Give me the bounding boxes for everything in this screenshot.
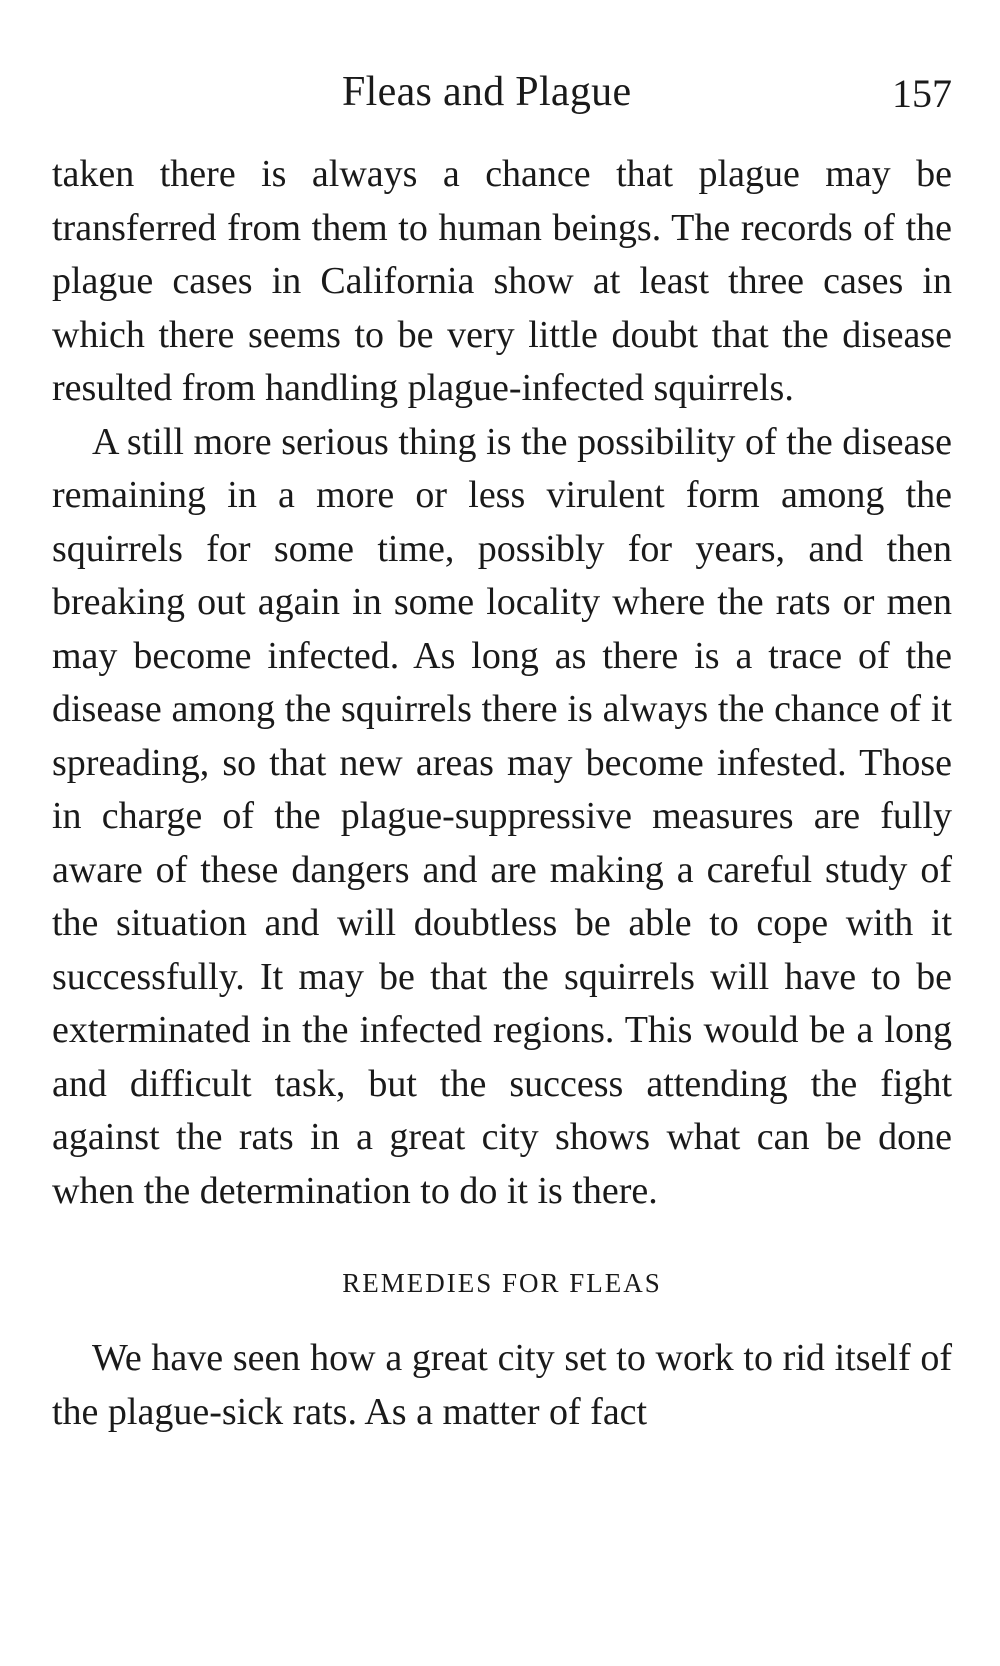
section-heading: REMEDIES FOR FLEAS [342,1268,662,1298]
paragraph-continued: taken there is always a chance that plague may be transferred from them to human beings. The records of the plague cases in California show at least three cases in which there seems to be very little doubt that the disease resulted from handling plague-infected squirrels. [52,153,952,409]
page-number: 157 [892,71,952,116]
body-text [52,148,952,1439]
paragraph-remedies: We have seen how a great city set to work to rid itself of the plague-sick rats. As a matter of fact [52,1337,952,1433]
paragraph-squirrels-danger: A still more serious thing is the possibility of the disease remaining in a more or less virulent form among the squirrels for some time, possibly for years, and then breaking out again in some locality where the rats or men may become infected. As long as there is a trace of the disease among the squirrels there is always the chance of it spreading, so that new areas may become infested. Those in charge of the plague-suppressive measures are fully aware of these dangers and are making a careful study of the situation and will doubtless be able to cope with it successfully. It may be that the squirrels will have to be exterminated in the infected regions. This would be a long and difficult task, but the success attending the fight against the rats in a great city shows what can be done when the determination to do it is there. [52,420,952,1212]
running-head [52,68,952,128]
running-title: Fleas and Plague [342,69,632,115]
